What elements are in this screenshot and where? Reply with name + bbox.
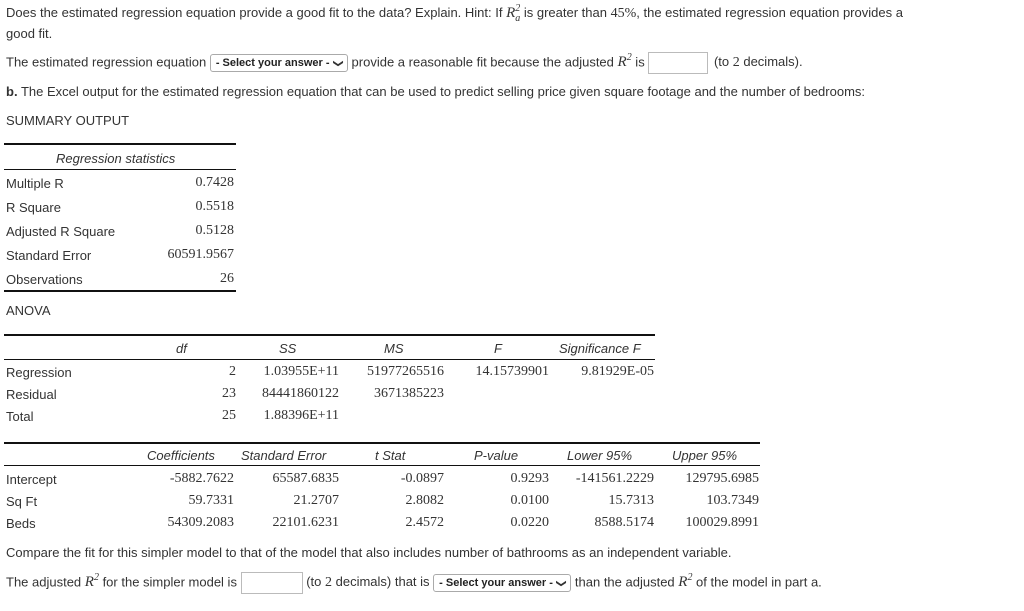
regstats-label: Multiple R	[6, 176, 64, 191]
regstats-header-rule	[4, 169, 236, 170]
hint-text-3: , the estimated regression equation provides a	[636, 5, 903, 20]
coef-hi: 103.7349	[706, 493, 759, 508]
coef-p: 0.0100	[510, 493, 549, 508]
regstats-label: Adjusted R Square	[6, 224, 116, 239]
final-text-2: for the simpler model is	[98, 574, 237, 590]
regstats-bottom-rule	[4, 290, 236, 292]
coef-col-header: t Stat	[375, 448, 406, 463]
regstats-value: 26	[220, 271, 234, 286]
final-text-3: than the adjusted	[574, 574, 679, 590]
anova-col-header: df	[176, 341, 187, 356]
coef-t: 2.4572	[405, 515, 444, 530]
regstats-label: Standard Error	[6, 248, 92, 263]
coef-col-header: P-value	[474, 448, 519, 463]
r2-symbol: $R^2$	[617, 52, 632, 71]
chevron-down-icon: ❯	[332, 59, 344, 68]
regstats-value: 60591.9567	[167, 247, 234, 262]
anova-col-header: SS	[279, 341, 297, 356]
coef-se: 21.2707	[293, 493, 339, 508]
anova-df: 23	[222, 386, 236, 401]
coef-lo: -141561.2229	[575, 471, 654, 486]
coef-se: 22101.6231	[272, 515, 339, 530]
regstats-value: 0.5518	[195, 199, 234, 214]
hint-percent: 45%	[610, 6, 637, 21]
r2-symbol: $R^2$	[84, 572, 99, 591]
final-text-1: The adjusted	[6, 574, 85, 590]
anova-ss: 84441860122	[262, 386, 339, 401]
anova-col-header: Significance F	[559, 341, 641, 356]
regstats-value: 0.5128	[195, 223, 234, 238]
hint-line	[6, 3, 903, 24]
anova-col-header: MS	[384, 341, 404, 356]
anova-df: 25	[222, 408, 236, 423]
hint-text-1: Does the estimated regression equation provide a good fit to the data? Explain. Hint: If	[6, 5, 507, 20]
coef-p: 0.9293	[510, 471, 549, 486]
simpler-adjusted-r2-input[interactable]	[241, 572, 303, 594]
coef-row-label: Sq Ft	[6, 494, 38, 509]
r2a-symbol: $R^2_a$	[506, 3, 521, 24]
part-b-label: b.	[6, 84, 18, 99]
chevron-down-icon: ❯	[555, 579, 567, 588]
anova-df: 2	[229, 364, 236, 379]
coef-col-header: Upper 95%	[672, 448, 738, 463]
regstats-label: R Square	[6, 200, 61, 215]
coef-row-label: Beds	[6, 516, 36, 531]
anova-row-label: Total	[6, 409, 34, 424]
fit-answer-select[interactable]: - Select your answer - ❯	[210, 54, 348, 72]
coef-t: 2.8082	[405, 493, 444, 508]
fit-text-2: provide a reasonable fit because the adjusted	[351, 54, 618, 70]
anova-col-header: F	[494, 341, 502, 356]
fit-text-1: The estimated regression equation	[6, 54, 207, 70]
fit-text-is: is	[631, 54, 645, 70]
anova-ss: 1.88396E+11	[263, 408, 339, 423]
part-b-line	[6, 84, 865, 99]
final-decimals-note: (to 2 decimals) that is	[306, 574, 430, 591]
fit-decimals-note: (to 2 decimals).	[713, 54, 803, 71]
anova-ms: 3671385223	[374, 386, 444, 401]
fit-question	[6, 52, 803, 74]
coef-se: 65587.6835	[272, 471, 339, 486]
anova-top-rule	[4, 334, 655, 336]
coef-lo: 15.7313	[608, 493, 654, 508]
coef-lo: 8588.5174	[594, 515, 654, 530]
regstats-label: Observations	[6, 272, 83, 287]
part-b-text: The Excel output for the estimated regression equation that can be used to predict selling price given square footage and the number of bedrooms:	[17, 84, 866, 99]
comparison-select[interactable]: - Select your answer - ❯	[433, 574, 571, 592]
hint-text-2: is greater than	[520, 5, 611, 20]
coef-col-header: Lower 95%	[567, 448, 633, 463]
anova-header-rule	[4, 359, 655, 360]
regstats-top-rule	[4, 143, 236, 145]
adjusted-r2-input[interactable]	[648, 52, 708, 74]
hint-line-2: good fit.	[6, 26, 53, 41]
anova-ss: 1.03955E+11	[263, 364, 339, 379]
coef-value: -5882.7622	[169, 471, 234, 486]
compare-text: Compare the fit for this simpler model to that of the model that also includes number of bathrooms as an independent variable.	[6, 545, 732, 560]
coef-col-header: Standard Error	[241, 448, 327, 463]
coef-p: 0.0220	[510, 515, 549, 530]
anova-sig: 9.81929E-05	[581, 364, 654, 379]
final-text-4: of the model in part a.	[692, 574, 822, 590]
anova-row-label: Residual	[6, 387, 57, 402]
coef-value: 59.7331	[188, 493, 234, 508]
final-question	[6, 572, 822, 594]
coef-value: 54309.2083	[167, 515, 234, 530]
regstats-value: 0.7428	[195, 175, 234, 190]
coef-t: -0.0897	[400, 471, 444, 486]
anova-ms: 51977265516	[367, 364, 444, 379]
r2-symbol: $R^2$	[678, 572, 693, 591]
coef-hi: 129795.6985	[685, 471, 759, 486]
regstats-header: Regression statistics	[56, 151, 176, 166]
anova-f: 14.15739901	[475, 364, 549, 379]
coef-hi: 100029.8991	[685, 515, 759, 530]
coef-col-header: Coefficients	[147, 448, 215, 463]
anova-row-label: Regression	[6, 365, 72, 380]
coef-row-label: Intercept	[6, 472, 57, 487]
summary-output-label: SUMMARY OUTPUT	[6, 113, 130, 128]
anova-title: ANOVA	[6, 303, 51, 318]
coef-header-rule	[4, 465, 760, 466]
coef-top-rule	[4, 442, 760, 444]
